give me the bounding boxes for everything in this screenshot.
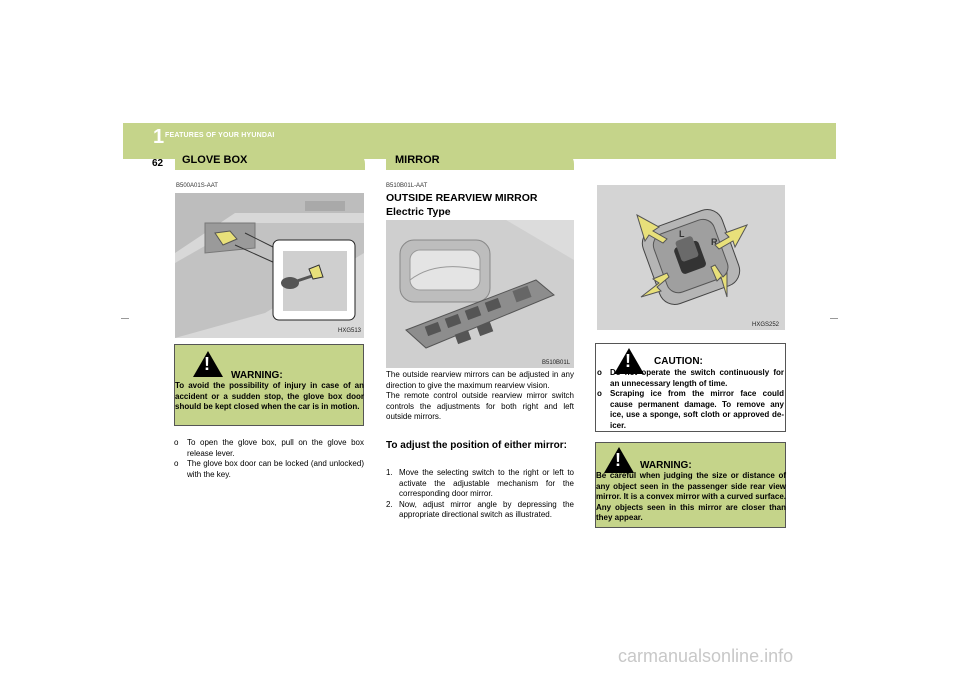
mirror-title: MIRROR bbox=[395, 154, 440, 166]
mirror-caution-box bbox=[595, 343, 786, 432]
switch-label-left: L bbox=[679, 229, 685, 239]
mirror-intro-text: The outside rearview mirrors can be adjusted in any direction to give the maximum rearview vision. The remote control outside rearview mirror switch controls the adjustments for both right and left outside mirrors. bbox=[386, 370, 574, 421]
glove-box-warning-title: WARNING: bbox=[231, 370, 283, 381]
glove-box-photo bbox=[175, 193, 364, 338]
list-item: o The glove box door can be locked (and unlocked) with the key. bbox=[174, 459, 364, 479]
crop-mark bbox=[121, 318, 129, 319]
mirror-switch-photo bbox=[386, 220, 574, 368]
mirror-heading: OUTSIDE REARVIEW MIRROR bbox=[386, 192, 538, 204]
glove-box-title: GLOVE BOX bbox=[182, 154, 248, 166]
mirror-steps bbox=[386, 468, 574, 521]
glove-box-warning-text: To avoid the possibility of injury in case of an accident or a sudden stop, the glove box door should be kept closed when the car is in motion. bbox=[175, 381, 364, 411]
switch-image-code: HXGS252 bbox=[752, 322, 780, 328]
glove-box-section-code: B500A01S-AAT bbox=[176, 183, 218, 189]
mirror-adjust-heading: To adjust the position of either mirror: bbox=[386, 440, 567, 451]
chapter-number: 1 bbox=[153, 126, 165, 148]
door-panel-illustration bbox=[386, 220, 574, 368]
list-item: o Do not operate the switch continuously for an unnecessary length of time. bbox=[597, 368, 784, 388]
warning-exclamation-icon: ! bbox=[625, 351, 631, 371]
list-item: 2. Now, adjust mirror angle by depressing the appropriate directional switch as illustrated. bbox=[386, 499, 574, 519]
switch-direction-photo bbox=[597, 185, 785, 330]
chapter-title: FEATURES OF YOUR HYUNDAI bbox=[165, 132, 275, 139]
list-item: 1. Move the selecting switch to the right or left to activate the adjustable mechanism for the corresponding door mirror. bbox=[386, 468, 574, 498]
warning-exclamation-icon: ! bbox=[204, 354, 210, 374]
glove-box-illustration bbox=[175, 193, 364, 338]
switch-direction-illustration bbox=[597, 185, 785, 330]
watermark: carmanualsonline.info bbox=[618, 646, 794, 666]
glove-box-warning-box bbox=[174, 344, 364, 426]
mirror-warning-box bbox=[595, 442, 786, 528]
page-number: 62 bbox=[152, 158, 164, 169]
crop-mark bbox=[830, 318, 838, 319]
mirror-image-code: B510B01L bbox=[542, 360, 571, 366]
glove-box-instructions bbox=[174, 438, 364, 480]
glove-box-image-code: HXG513 bbox=[338, 328, 362, 334]
mirror-caution-title: CAUTION: bbox=[654, 356, 703, 367]
warning-exclamation-icon: ! bbox=[615, 450, 621, 470]
mirror-caution-list bbox=[597, 368, 784, 431]
mirror-subheading-type: Electric Type bbox=[386, 206, 451, 218]
list-item: o Scraping ice from the mirror face could cause permanent damage. To remove any ice, use a sponge, soft cloth or approved de-icer. bbox=[597, 389, 784, 430]
mirror-warning-text: Be careful when judging the size or distance of any object seen in the passenger side rear view mirror. It is a convex mirror with a curved surface. Any objects seen in this mirror are closer than they appear. bbox=[596, 471, 786, 522]
list-item: o To open the glove box, pull on the glove box release lever. bbox=[174, 438, 364, 458]
mirror-warning-title: WARNING: bbox=[640, 460, 692, 471]
switch-label-right: R bbox=[711, 237, 718, 247]
mirror-section-code: B510B01L-AAT bbox=[386, 183, 428, 189]
